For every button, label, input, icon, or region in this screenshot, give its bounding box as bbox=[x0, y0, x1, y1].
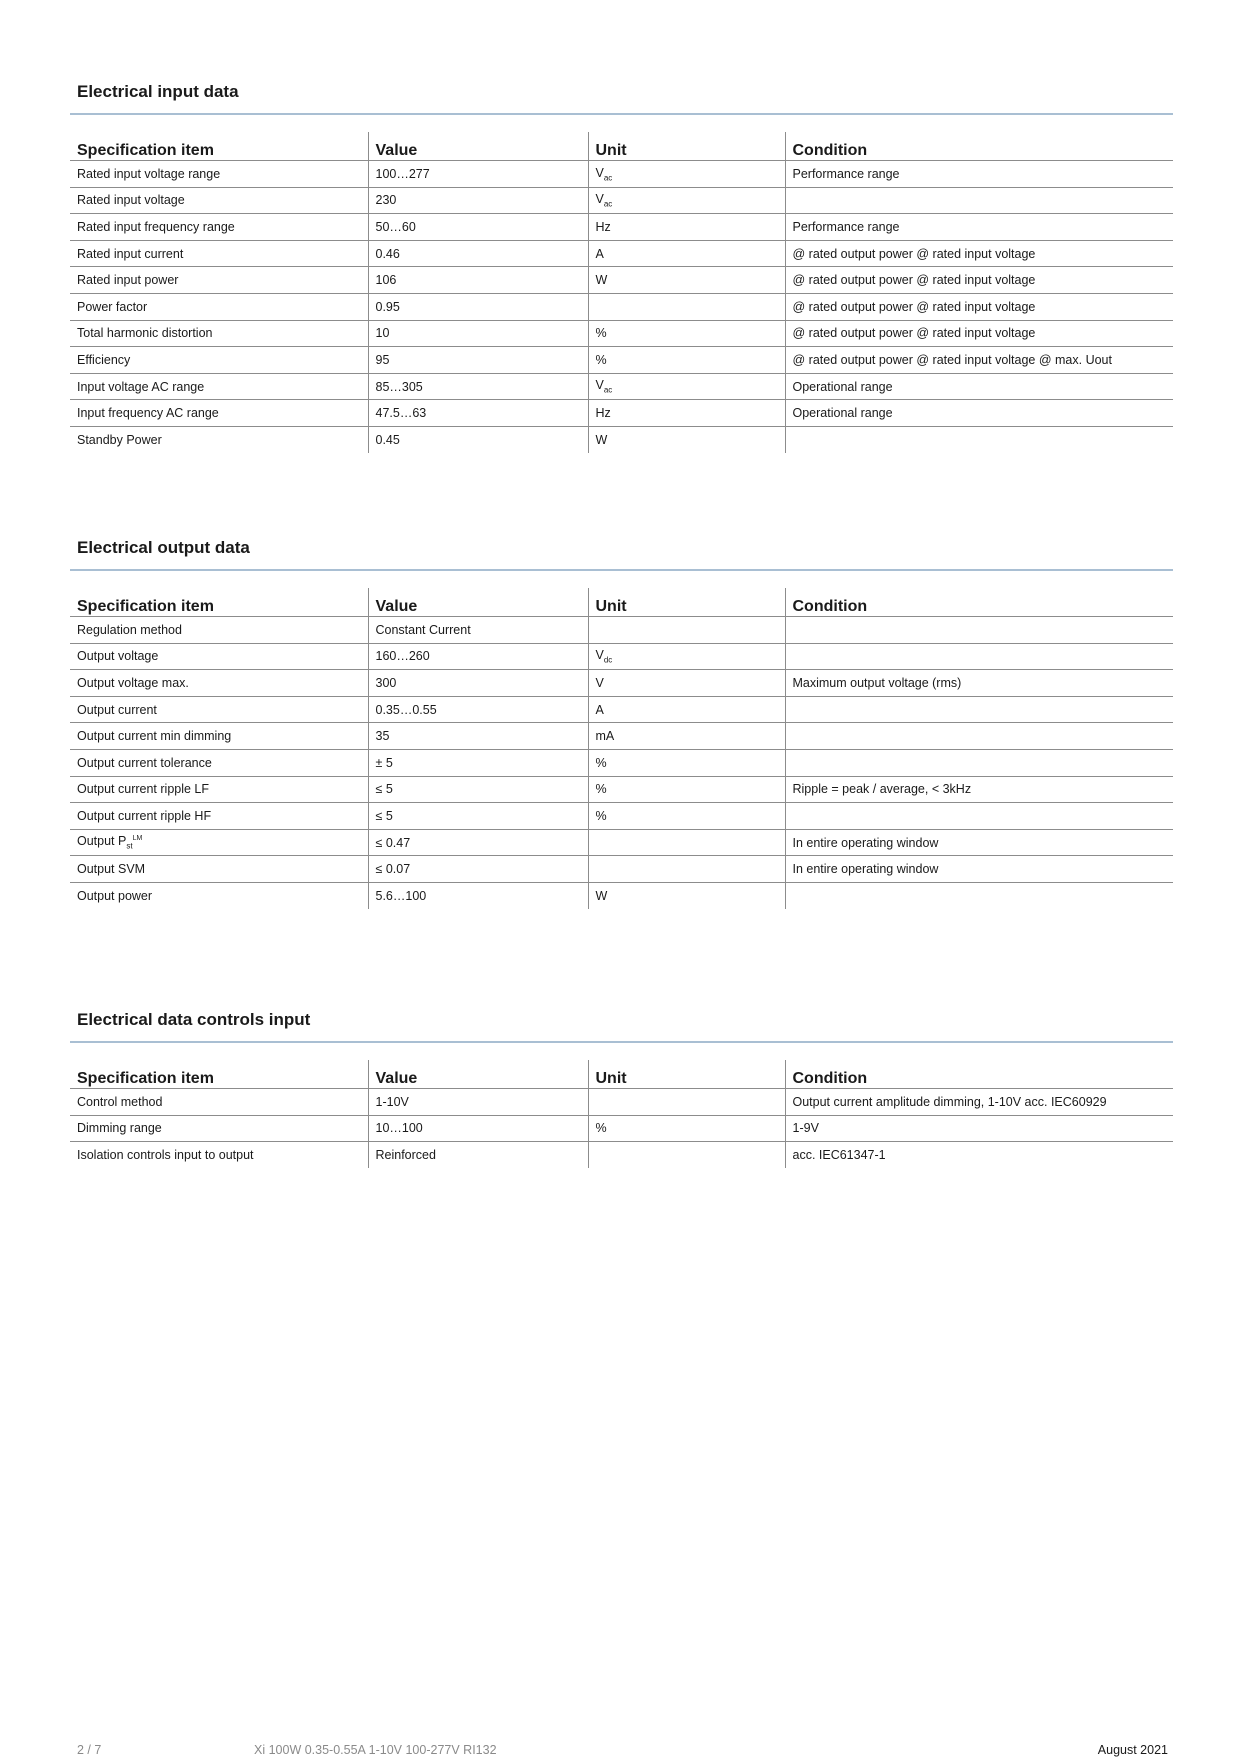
cell-unit: Hz bbox=[588, 214, 785, 241]
cell-spec-item: Rated input voltage bbox=[70, 187, 368, 214]
cell-unit: $V_{ac}$ bbox=[588, 373, 785, 400]
section-divider bbox=[70, 569, 1173, 571]
cell-value: 100…277 bbox=[368, 161, 588, 188]
table-row bbox=[70, 670, 1173, 697]
cell-value: ± 5 bbox=[368, 749, 588, 776]
cell-value: Reinforced bbox=[368, 1142, 588, 1168]
cell-spec-item: Output SVM bbox=[70, 856, 368, 883]
table-row bbox=[70, 1089, 1173, 1116]
cell-unit: W bbox=[588, 267, 785, 294]
cell-unit: Hz bbox=[588, 400, 785, 427]
cell-condition: @ rated output power @ rated input voltage bbox=[785, 293, 1173, 320]
cell-unit: $V_{ac}$ bbox=[588, 161, 785, 188]
cell-value: 10 bbox=[368, 320, 588, 347]
cell-spec-item: Efficiency bbox=[70, 347, 368, 374]
cell-unit: $V_{dc}$ bbox=[588, 643, 785, 670]
table-row bbox=[70, 320, 1173, 347]
table-row bbox=[70, 1142, 1173, 1168]
cell-condition: Maximum output voltage (rms) bbox=[785, 670, 1173, 697]
cell-condition bbox=[785, 696, 1173, 723]
cell-unit: % bbox=[588, 347, 785, 374]
header-condition: Condition bbox=[785, 132, 1173, 161]
cell-value: 230 bbox=[368, 187, 588, 214]
table-row bbox=[70, 426, 1173, 452]
cell-condition bbox=[785, 882, 1173, 908]
cell-condition: @ rated output power @ rated input voltage bbox=[785, 240, 1173, 267]
cell-condition: Output current amplitude dimming, 1-10V acc. IEC60929 bbox=[785, 1089, 1173, 1116]
cell-value: 0.46 bbox=[368, 240, 588, 267]
table-row bbox=[70, 696, 1173, 723]
table-row bbox=[70, 776, 1173, 803]
spec-table bbox=[70, 588, 1173, 909]
cell-condition bbox=[785, 723, 1173, 750]
cell-value: 85…305 bbox=[368, 373, 588, 400]
cell-unit: % bbox=[588, 776, 785, 803]
header-spec-item: Specification item bbox=[70, 1060, 368, 1089]
cell-spec-item: Input voltage AC range bbox=[70, 373, 368, 400]
cell-spec-item: Output voltage bbox=[70, 643, 368, 670]
header-unit: Unit bbox=[588, 132, 785, 161]
cell-value: 0.35…0.55 bbox=[368, 696, 588, 723]
cell-unit: W bbox=[588, 882, 785, 908]
table-row bbox=[70, 803, 1173, 830]
table-header-row bbox=[70, 132, 1173, 161]
cell-value: 300 bbox=[368, 670, 588, 697]
table-row bbox=[70, 214, 1173, 241]
table-row bbox=[70, 293, 1173, 320]
cell-unit bbox=[588, 617, 785, 644]
cell-unit: W bbox=[588, 426, 785, 452]
table-header-row bbox=[70, 1060, 1173, 1089]
cell-unit bbox=[588, 829, 785, 856]
cell-value: 0.95 bbox=[368, 293, 588, 320]
cell-spec-item: Power factor bbox=[70, 293, 368, 320]
cell-value: 1-10V bbox=[368, 1089, 588, 1116]
table-row bbox=[70, 267, 1173, 294]
footer-date: August 2021 bbox=[1097, 1743, 1168, 1757]
cell-condition: Performance range bbox=[785, 161, 1173, 188]
table-row bbox=[70, 856, 1173, 883]
cell-value: ≤ 0.07 bbox=[368, 856, 588, 883]
cell-spec-item: Standby Power bbox=[77, 432, 162, 447]
cell-unit: A bbox=[588, 696, 785, 723]
cell-value: 35 bbox=[368, 723, 588, 750]
cell-value: Constant Current bbox=[368, 617, 588, 644]
cell-unit bbox=[588, 293, 785, 320]
table-header-row bbox=[70, 588, 1173, 617]
cell-spec-item: Output voltage max. bbox=[70, 670, 368, 697]
cell-spec-item: Total harmonic distortion bbox=[70, 320, 368, 347]
table-row bbox=[70, 1115, 1173, 1142]
cell-unit: % bbox=[588, 1115, 785, 1142]
cell-spec-item: Rated input voltage range bbox=[70, 161, 368, 188]
cell-spec-item: Output $P_{st}^{LM}$ bbox=[70, 829, 368, 856]
header-condition: Condition bbox=[785, 588, 1173, 617]
cell-unit bbox=[588, 856, 785, 883]
cell-condition: In entire operating window bbox=[785, 829, 1173, 856]
cell-spec-item: Rated input frequency range bbox=[70, 214, 368, 241]
header-unit: Unit bbox=[588, 1060, 785, 1089]
cell-spec-item: Isolation controls input to output bbox=[77, 1147, 254, 1162]
section-divider bbox=[70, 1041, 1173, 1043]
table-row bbox=[70, 617, 1173, 644]
footer-product-name: Xi 100W 0.35-0.55A 1-10V 100-277V RI132 bbox=[254, 1743, 497, 1757]
cell-value: ≤ 5 bbox=[368, 776, 588, 803]
cell-spec-item: Input frequency AC range bbox=[70, 400, 368, 427]
cell-unit: % bbox=[588, 320, 785, 347]
cell-unit bbox=[588, 1089, 785, 1116]
cell-spec-item: Output current bbox=[70, 696, 368, 723]
table-row bbox=[70, 347, 1173, 374]
header-spec-item: Specification item bbox=[70, 588, 368, 617]
cell-spec-item: Regulation method bbox=[70, 617, 368, 644]
section-divider bbox=[70, 113, 1173, 115]
cell-condition: In entire operating window bbox=[785, 856, 1173, 883]
cell-value: 106 bbox=[368, 267, 588, 294]
spec-table bbox=[70, 132, 1173, 453]
cell-value: 0.45 bbox=[368, 426, 588, 452]
table-row bbox=[70, 400, 1173, 427]
cell-value: 47.5…63 bbox=[368, 400, 588, 427]
cell-spec-item: Rated input power bbox=[70, 267, 368, 294]
footer-page-number: 2 / 7 bbox=[77, 1743, 102, 1757]
header-unit: Unit bbox=[588, 588, 785, 617]
cell-unit bbox=[588, 1142, 785, 1168]
cell-value: 10…100 bbox=[368, 1115, 588, 1142]
cell-condition bbox=[785, 426, 1173, 452]
section-title: Electrical output data bbox=[77, 538, 250, 557]
cell-value: ≤ 0.47 bbox=[368, 829, 588, 856]
table-row bbox=[70, 373, 1173, 400]
cell-spec-item: Output power bbox=[77, 888, 153, 903]
cell-value: 95 bbox=[368, 347, 588, 374]
cell-condition bbox=[785, 187, 1173, 214]
cell-condition bbox=[785, 643, 1173, 670]
table-row bbox=[70, 882, 1173, 908]
cell-condition bbox=[785, 749, 1173, 776]
section-title: Electrical data controls input bbox=[77, 1010, 311, 1029]
cell-condition: Ripple = peak / average, < 3kHz bbox=[785, 776, 1173, 803]
cell-value: ≤ 5 bbox=[368, 803, 588, 830]
cell-condition: @ rated output power @ rated input voltage bbox=[785, 320, 1173, 347]
cell-value: 50…60 bbox=[368, 214, 588, 241]
table-row bbox=[70, 161, 1173, 188]
cell-spec-item: Dimming range bbox=[70, 1115, 368, 1142]
cell-condition: Performance range bbox=[785, 214, 1173, 241]
cell-unit: A bbox=[588, 240, 785, 267]
cell-condition: 1-9V bbox=[785, 1115, 1173, 1142]
cell-unit: % bbox=[588, 803, 785, 830]
cell-condition bbox=[785, 803, 1173, 830]
table-row bbox=[70, 643, 1173, 670]
cell-spec-item: Output current min dimming bbox=[70, 723, 368, 750]
header-value: Value bbox=[368, 132, 588, 161]
cell-spec-item: Control method bbox=[70, 1089, 368, 1116]
cell-unit: mA bbox=[588, 723, 785, 750]
cell-condition bbox=[785, 617, 1173, 644]
cell-spec-item: Rated input current bbox=[70, 240, 368, 267]
cell-unit: % bbox=[588, 749, 785, 776]
table-row bbox=[70, 187, 1173, 214]
header-condition: Condition bbox=[785, 1060, 1173, 1089]
cell-value: 160…260 bbox=[368, 643, 588, 670]
table-row bbox=[70, 240, 1173, 267]
cell-condition: @ rated output power @ rated input voltage @ max. Uout bbox=[785, 347, 1173, 374]
spec-table bbox=[70, 1060, 1173, 1168]
cell-spec-item: Output current tolerance bbox=[70, 749, 368, 776]
table-row bbox=[70, 749, 1173, 776]
cell-unit: $V_{ac}$ bbox=[588, 187, 785, 214]
cell-condition: Operational range bbox=[785, 400, 1173, 427]
cell-unit: V bbox=[588, 670, 785, 697]
cell-value: 5.6…100 bbox=[368, 882, 588, 908]
table-row bbox=[70, 829, 1173, 856]
header-spec-item: Specification item bbox=[70, 132, 368, 161]
table-row bbox=[70, 723, 1173, 750]
section-title: Electrical input data bbox=[77, 82, 239, 101]
cell-spec-item: Output current ripple HF bbox=[70, 803, 368, 830]
header-value: Value bbox=[368, 1060, 588, 1089]
cell-condition: Operational range bbox=[785, 373, 1173, 400]
cell-condition: @ rated output power @ rated input voltage bbox=[785, 267, 1173, 294]
cell-condition: acc. IEC61347-1 bbox=[785, 1142, 1173, 1168]
cell-spec-item: Output current ripple LF bbox=[70, 776, 368, 803]
header-value: Value bbox=[368, 588, 588, 617]
